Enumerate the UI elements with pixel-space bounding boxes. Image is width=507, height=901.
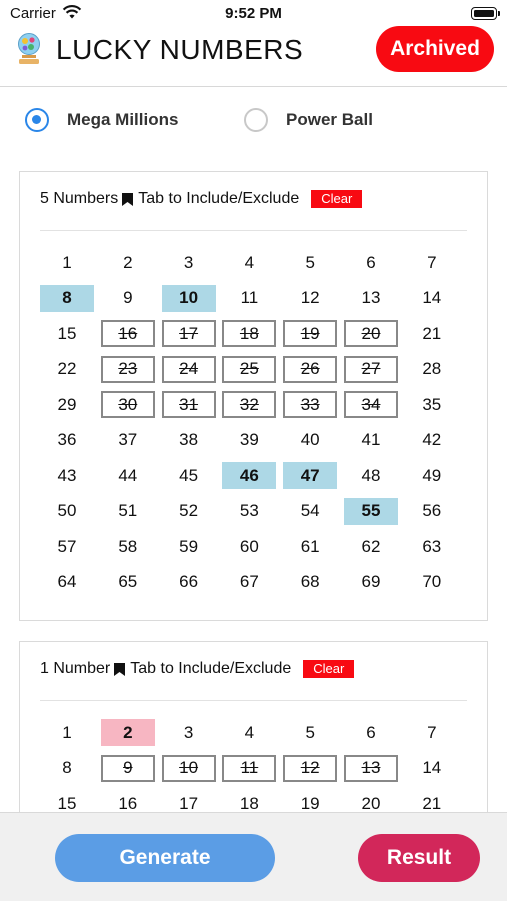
number-cell-15[interactable]: 15 bbox=[57, 323, 77, 343]
number-cell-63[interactable]: 63 bbox=[422, 536, 442, 556]
number-cell-18[interactable]: 18 bbox=[239, 793, 259, 813]
number-cell-51[interactable]: 51 bbox=[118, 501, 138, 520]
number-cell-11[interactable]: 11 bbox=[222, 755, 276, 782]
number-cell-2[interactable]: 2 bbox=[123, 252, 133, 272]
number-cell-8[interactable]: 8 bbox=[40, 285, 94, 312]
card-header bbox=[40, 657, 354, 681]
number-cell-15[interactable]: 15 bbox=[57, 793, 77, 813]
number-cell-21[interactable]: 21 bbox=[422, 793, 442, 813]
number-cell-19[interactable]: 19 bbox=[300, 793, 320, 813]
bookmark-icon bbox=[122, 193, 133, 206]
number-cell-61[interactable]: 61 bbox=[300, 536, 320, 556]
carrier-label: Carrier bbox=[10, 5, 56, 22]
main-numbers-card bbox=[19, 171, 488, 621]
number-cell-45[interactable]: 45 bbox=[179, 465, 199, 485]
number-cell-16[interactable]: 16 bbox=[118, 793, 138, 813]
number-cell-26[interactable]: 26 bbox=[283, 356, 337, 383]
number-cell-42[interactable]: 42 bbox=[422, 430, 442, 449]
number-cell-10[interactable]: 10 bbox=[162, 755, 216, 782]
number-cell-4[interactable]: 4 bbox=[244, 252, 255, 272]
number-cell-17[interactable]: 17 bbox=[179, 793, 199, 813]
number-cell-25[interactable]: 25 bbox=[222, 356, 276, 383]
number-cell-58[interactable]: 58 bbox=[118, 536, 138, 556]
number-cell-19[interactable]: 19 bbox=[283, 320, 337, 347]
number-cell-54[interactable]: 54 bbox=[300, 501, 320, 520]
clear-button[interactable]: Clear bbox=[311, 190, 362, 208]
number-cell-49[interactable]: 49 bbox=[422, 465, 442, 485]
number-cell-52[interactable]: 52 bbox=[179, 501, 199, 520]
number-cell-57[interactable]: 57 bbox=[57, 536, 77, 556]
number-cell-55[interactable]: 55 bbox=[344, 498, 398, 525]
header-divider bbox=[0, 86, 507, 87]
app-header bbox=[0, 26, 507, 86]
number-cell-8[interactable]: 8 bbox=[62, 758, 72, 777]
radio-checked-icon[interactable] bbox=[25, 108, 49, 132]
card-header bbox=[40, 187, 362, 211]
number-cell-7[interactable]: 7 bbox=[427, 252, 437, 272]
number-cell-33[interactable]: 33 bbox=[283, 391, 337, 418]
number-cell-62[interactable]: 62 bbox=[361, 536, 381, 556]
number-cell-23[interactable]: 23 bbox=[101, 356, 155, 383]
number-cell-14[interactable]: 14 bbox=[422, 758, 442, 777]
number-cell-7[interactable]: 7 bbox=[427, 722, 437, 742]
number-cell-28[interactable]: 28 bbox=[422, 359, 442, 378]
number-cell-10[interactable]: 10 bbox=[162, 285, 216, 312]
number-cell-70[interactable]: 70 bbox=[422, 572, 442, 591]
card-divider bbox=[40, 230, 467, 231]
number-cell-20[interactable]: 20 bbox=[344, 320, 398, 347]
number-cell-16[interactable]: 16 bbox=[101, 320, 155, 347]
radio-unchecked-icon[interactable] bbox=[244, 108, 268, 132]
radio-label: Power Ball bbox=[286, 110, 373, 129]
number-cell-4[interactable]: 4 bbox=[244, 722, 255, 742]
number-cell-32[interactable]: 32 bbox=[222, 391, 276, 418]
number-cell-12[interactable]: 12 bbox=[283, 755, 337, 782]
clear-button[interactable]: Clear bbox=[303, 660, 354, 678]
lottery-globe-icon bbox=[16, 32, 42, 66]
number-cell-48[interactable]: 48 bbox=[361, 465, 381, 485]
number-cell-3[interactable]: 3 bbox=[183, 252, 194, 272]
number-cell-36[interactable]: 36 bbox=[57, 430, 77, 449]
number-cell-6[interactable]: 6 bbox=[366, 722, 376, 742]
number-cell-56[interactable]: 56 bbox=[422, 501, 442, 520]
number-cell-67[interactable]: 67 bbox=[239, 572, 259, 591]
number-cell-66[interactable]: 66 bbox=[179, 572, 199, 591]
number-cell-5[interactable]: 5 bbox=[305, 722, 315, 742]
number-cell-21[interactable]: 21 bbox=[422, 323, 442, 343]
number-cell-41[interactable]: 41 bbox=[361, 430, 381, 449]
number-cell-17[interactable]: 17 bbox=[162, 320, 216, 347]
archived-button[interactable]: Archived bbox=[376, 26, 494, 72]
number-cell-68[interactable]: 68 bbox=[300, 572, 320, 591]
radio-option-mega-millions[interactable] bbox=[25, 100, 178, 140]
number-cell-37[interactable]: 37 bbox=[118, 430, 138, 449]
number-cell-38[interactable]: 38 bbox=[179, 430, 199, 449]
number-cell-13[interactable]: 13 bbox=[344, 755, 398, 782]
number-cell-5[interactable]: 5 bbox=[305, 252, 315, 272]
number-cell-1[interactable]: 1 bbox=[62, 722, 72, 742]
radio-option-power-ball[interactable] bbox=[244, 100, 373, 140]
page-title: LUCKY NUMBERS bbox=[56, 34, 304, 65]
bottom-action-bar bbox=[0, 812, 507, 901]
number-cell-65[interactable]: 65 bbox=[118, 572, 138, 591]
number-cell-35[interactable]: 35 bbox=[422, 394, 442, 414]
number-cell-29[interactable]: 29 bbox=[57, 394, 77, 414]
number-cell-34[interactable]: 34 bbox=[344, 391, 398, 418]
number-cell-6[interactable]: 6 bbox=[366, 252, 376, 272]
number-cell-59[interactable]: 59 bbox=[179, 536, 199, 556]
count-label: 5 Numbers bbox=[40, 190, 119, 207]
count-label: 1 Number bbox=[40, 660, 111, 677]
number-cell-60[interactable]: 60 bbox=[239, 536, 259, 556]
number-cell-69[interactable]: 69 bbox=[361, 572, 381, 591]
status-time: 9:52 PM bbox=[225, 5, 282, 22]
number-cell-53[interactable]: 53 bbox=[239, 501, 259, 520]
number-cell-22[interactable]: 22 bbox=[57, 359, 77, 378]
bookmark-icon bbox=[114, 663, 125, 676]
number-cell-12[interactable]: 12 bbox=[300, 288, 320, 307]
number-cell-9[interactable]: 9 bbox=[123, 288, 133, 307]
result-button[interactable]: Result bbox=[358, 834, 480, 882]
number-cell-40[interactable]: 40 bbox=[300, 430, 320, 449]
number-cell-18[interactable]: 18 bbox=[222, 320, 276, 347]
number-cell-39[interactable]: 39 bbox=[239, 430, 259, 449]
number-cell-50[interactable]: 50 bbox=[57, 501, 77, 520]
number-cell-20[interactable]: 20 bbox=[361, 793, 381, 813]
radio-label: Mega Millions bbox=[67, 110, 179, 129]
number-cell-47[interactable]: 47 bbox=[283, 462, 337, 489]
game-type-radio-group bbox=[0, 100, 507, 140]
number-cell-2[interactable]: 2 bbox=[101, 719, 155, 746]
tab-hint-label: Tab to Include/Exclude bbox=[130, 660, 292, 677]
number-cell-13[interactable]: 13 bbox=[361, 288, 381, 307]
number-cell-64[interactable]: 64 bbox=[57, 572, 77, 591]
number-cell-9[interactable]: 9 bbox=[101, 755, 155, 782]
card-divider bbox=[40, 700, 467, 701]
bonus-numbers-card bbox=[19, 641, 488, 841]
status-bar bbox=[0, 0, 507, 28]
generate-button[interactable]: Generate bbox=[55, 834, 275, 882]
number-cell-44[interactable]: 44 bbox=[118, 465, 138, 485]
number-cell-46[interactable]: 46 bbox=[222, 462, 276, 489]
number-cell-31[interactable]: 31 bbox=[162, 391, 216, 418]
number-cell-14[interactable]: 14 bbox=[422, 288, 442, 307]
tab-hint-label: Tab to Include/Exclude bbox=[138, 190, 300, 207]
battery-icon bbox=[471, 7, 497, 20]
number-cell-30[interactable]: 30 bbox=[101, 391, 155, 418]
number-cell-27[interactable]: 27 bbox=[344, 356, 398, 383]
number-cell-24[interactable]: 24 bbox=[162, 356, 216, 383]
number-cell-43[interactable]: 43 bbox=[57, 465, 77, 485]
number-cell-1[interactable]: 1 bbox=[62, 252, 72, 272]
number-cell-3[interactable]: 3 bbox=[183, 722, 194, 742]
number-cell-11[interactable]: 11 bbox=[240, 288, 259, 307]
